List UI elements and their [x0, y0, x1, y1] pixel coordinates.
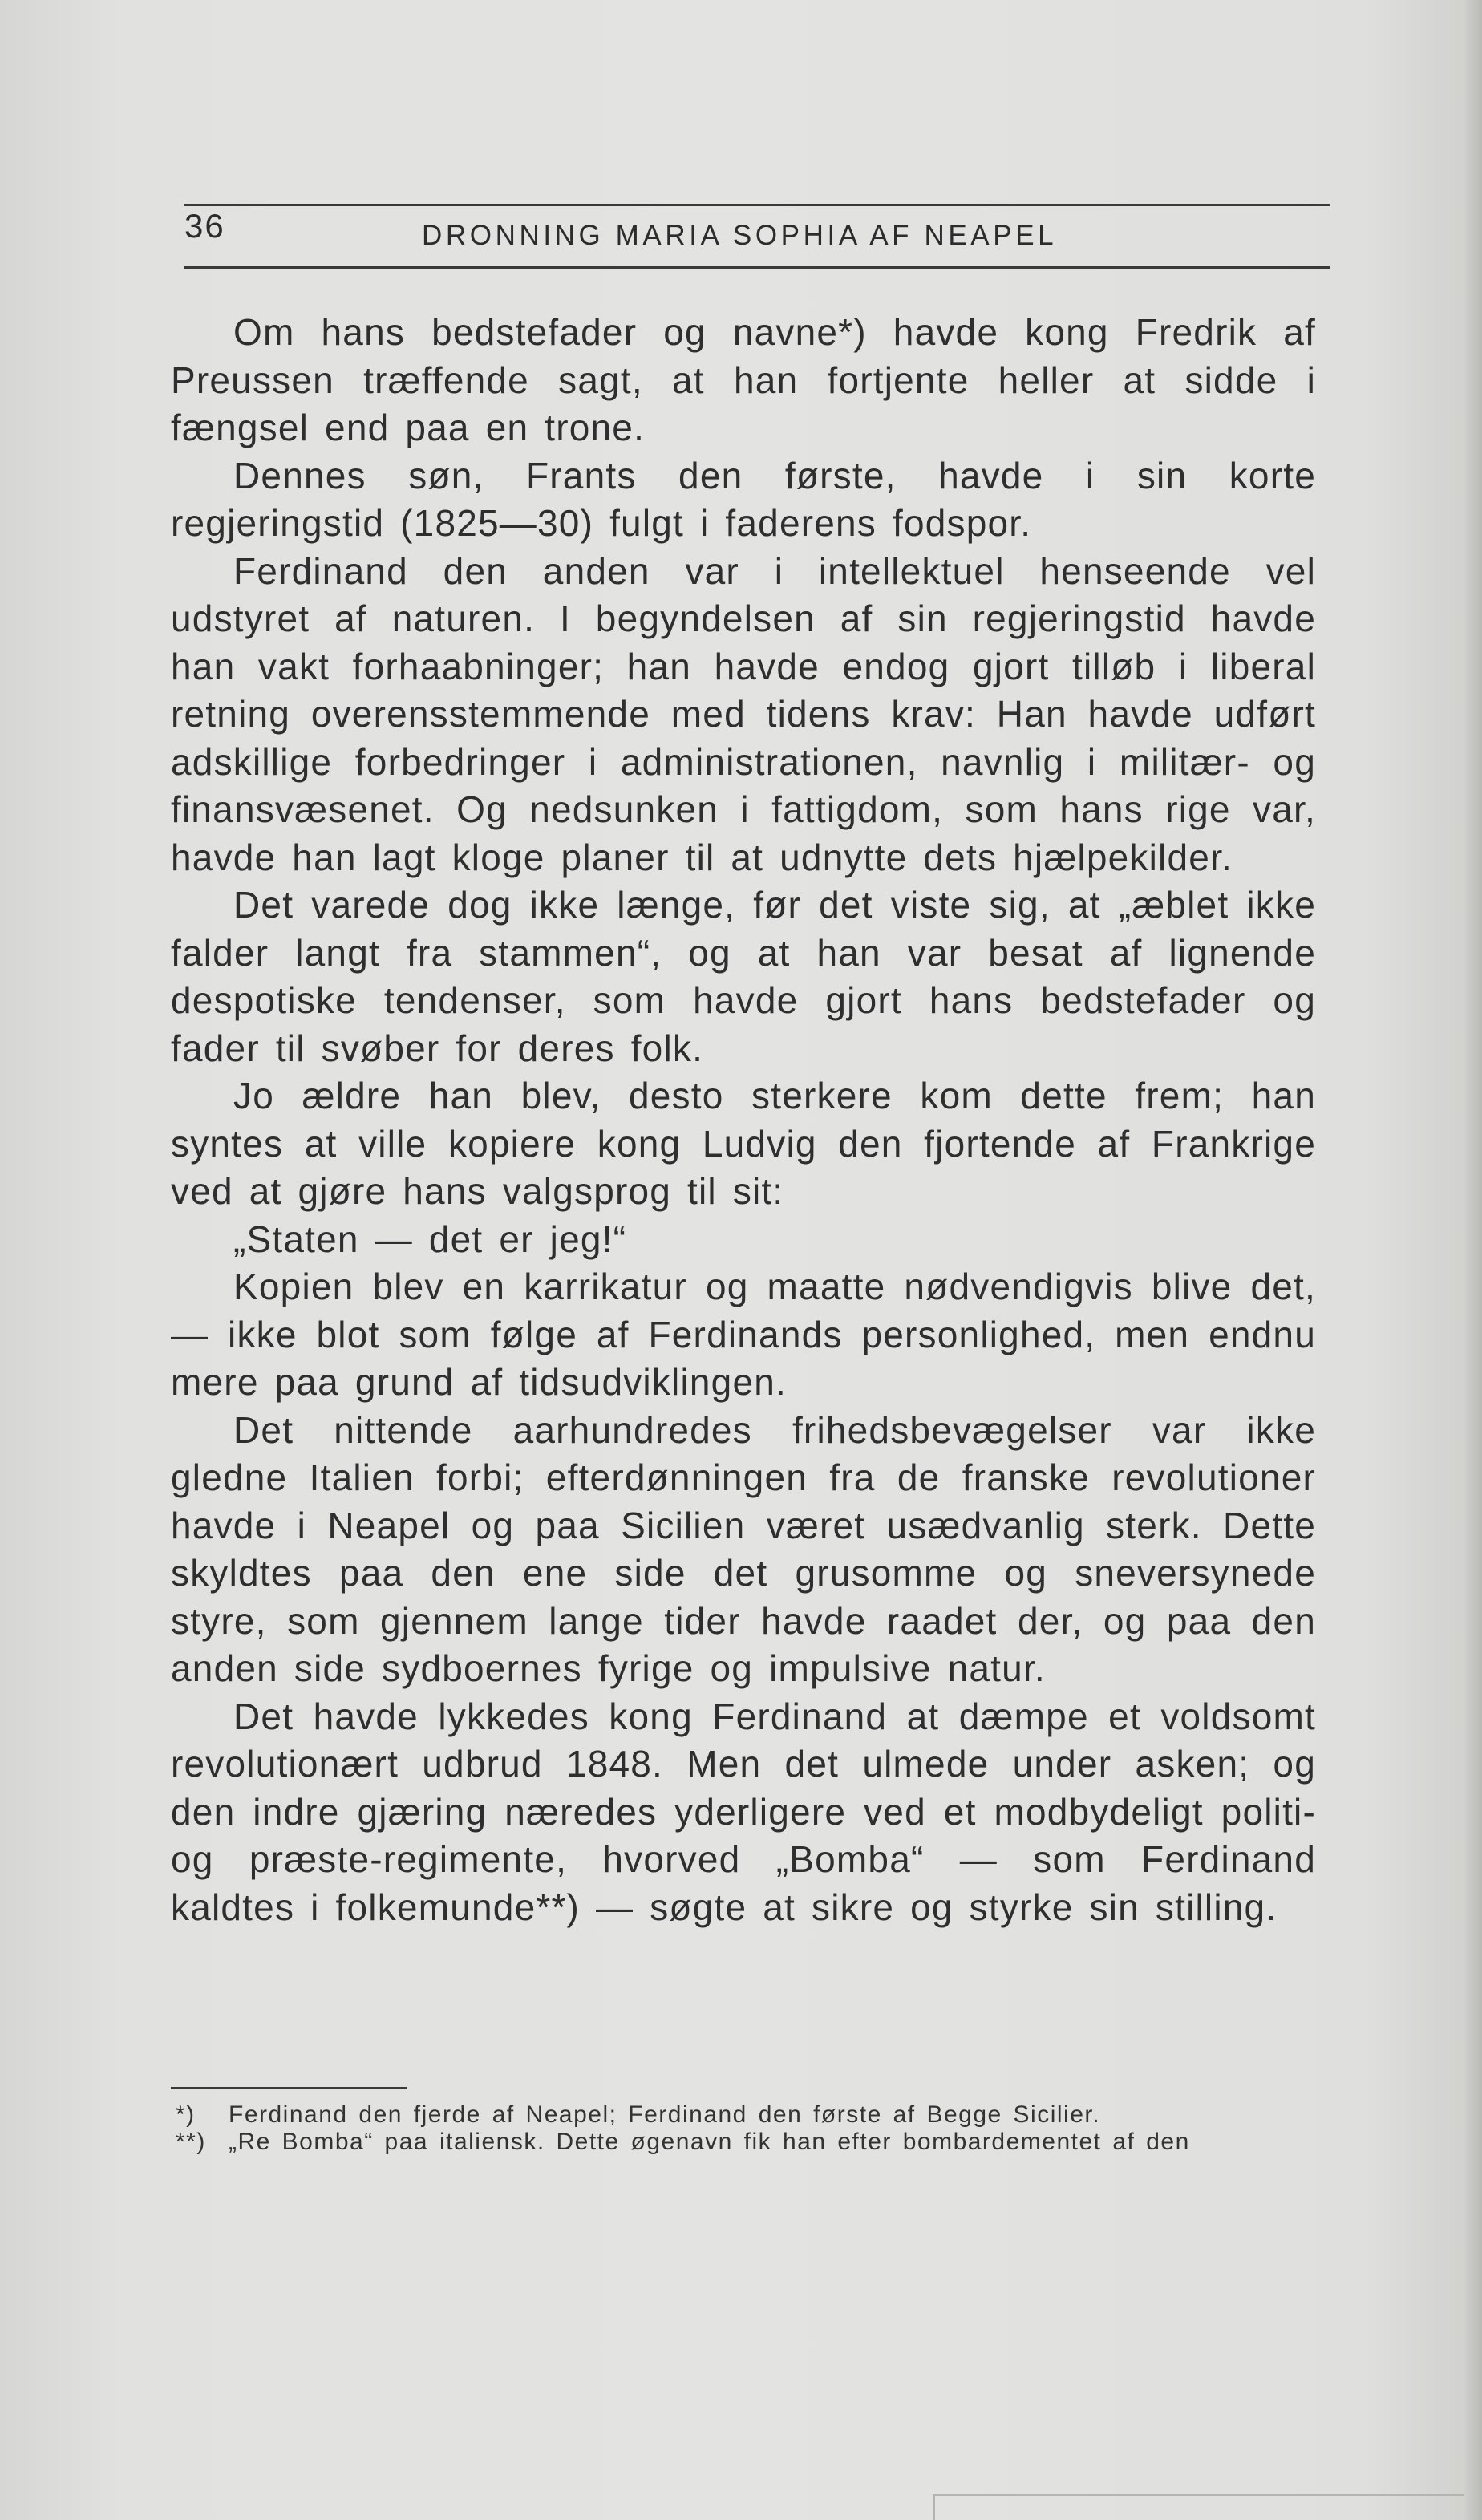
paragraph: Det varede dog ikke længe, før det viste sig, at „æblet ikke falder langt fra stammen“, og at han var besat af lignende despotiske tendenser, som havde gjort hans bedstefader og fader til svøber for deres folk. [171, 884, 1316, 1069]
paragraph: Ferdinand den anden var i intellektuel henseende vel udstyret af naturen. I begyndelsen af sin regjeringstid havde han vakt forhaabninger; han havde endog gjort tilløb i liberal retning overensstemmende med tidens krav: Han havde udført adskillige forbedringer i administrationen, navnlig i militær- og finansvæsenet. Og nedsunken i fattigdom, som hans rige var, havde han lagt kloge planer til at udnytte dets hjælpekilder. [171, 549, 1316, 878]
footnote-mark: *) [176, 2101, 196, 2128]
paragraph: Jo ældre han blev, desto sterkere kom dette frem; han syntes at ville kopiere kong Ludvig den fjortende af Frankrige ved at gjøre hans valgsprog til sit: [171, 1075, 1316, 1212]
paragraph: Det nittende aarhundredes frihedsbevægelser var ikke gledne Italien forbi; efterdønningen fra de franske revolutioner havde i Neapel og paa Sicilien været usædvanlig sterk. Dette skyldtes paa den ene side det grusomme og sneversynede styre, som gjennem lange tider havde raadet der, og paa den anden side sydboernes fyrige og impulsive natur. [171, 1408, 1316, 1689]
paragraph: Dennes søn, Frants den første, havde i sin korte regjeringstid (1825—30) fulgt i faderens fodspor. [171, 454, 1316, 544]
footnote-text: „Re Bomba“ paa italiensk. Dette øgenavn fik han efter bombardementet af den [229, 2129, 1190, 2155]
header-rule-top [184, 204, 1330, 206]
footnote-text: Ferdinand den fjerde af Neapel; Ferdinand den første af Begge Sicilier. [229, 2101, 1101, 2128]
page-header [184, 199, 1330, 271]
footnote-rule [171, 2087, 407, 2089]
footnotes [171, 2101, 1316, 2156]
quotation-line: „Staten — det er jeg!“ [233, 1217, 627, 1260]
page-edge-shadow [1464, 0, 1482, 2520]
page-number: 36 [184, 207, 225, 245]
footnote-mark: **) [176, 2129, 206, 2155]
paragraph: Om hans bedstefader og navne*) havde kong Fredrik af Preussen træffende sagt, at han fortjente heller at sidde i fængsel end paa en trone. [171, 311, 1316, 448]
footnote [171, 2129, 1316, 2156]
scan-corner-artifact [933, 2494, 1464, 2520]
footnote [171, 2101, 1316, 2129]
body-text [171, 309, 1316, 1931]
running-title: DRONNING MARIA SOPHIA AF NEAPEL [422, 220, 1058, 251]
paragraph: Det havde lykkedes kong Ferdinand at dæmpe et voldsomt revolutionært udbrud 1848. Men det ulmede under asken; og den indre gjæring næredes yderligere ved et modbydeligt politi- og præste-regimente, hvorved „Bomba“ — som Ferdinand kaldtes i folkemunde**) — søgte at sikre og styrke sin stilling. [171, 1695, 1316, 1928]
paragraph: Kopien blev en karrikatur og maatte nødvendigvis blive det, — ikke blot som følge af Ferdinands personlighed, men endnu mere paa grund af tidsudviklingen. [171, 1266, 1316, 1403]
header-rule-bottom [184, 266, 1330, 269]
